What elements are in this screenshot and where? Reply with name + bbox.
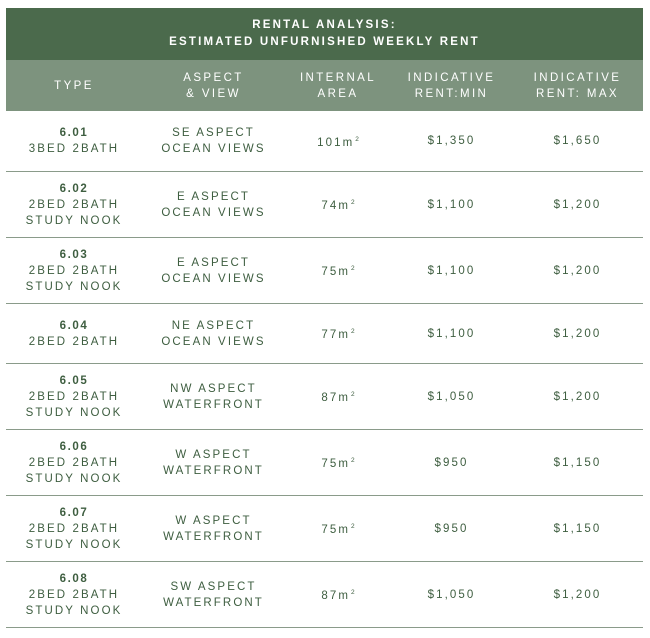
- header-aspect-label-1: ASPECT: [183, 71, 244, 84]
- header-max-label-2: RENT: MAX: [536, 87, 619, 100]
- rent-min-value: $1,050: [427, 588, 476, 601]
- rent-max-cell: [512, 364, 643, 429]
- table-row: [6, 364, 643, 430]
- unit-id: 6.05: [59, 374, 89, 387]
- aspect-cell: [142, 430, 285, 495]
- rent-min-value: $1,100: [427, 264, 476, 277]
- view-text: WATERFRONT: [163, 530, 264, 543]
- unit-type-cell: [6, 111, 142, 171]
- rent-max-value: $1,200: [553, 264, 602, 277]
- table-title-line-2: ESTIMATED UNFURNISHED WEEKLY RENT: [169, 36, 480, 48]
- table-row: [6, 430, 643, 496]
- unit-id: 6.08: [59, 572, 89, 585]
- header-type-label: TYPE: [54, 79, 94, 92]
- view-text: WATERFRONT: [163, 596, 264, 609]
- header-aspect-view: [142, 60, 285, 111]
- rent-min-cell: [391, 562, 512, 627]
- aspect-text: W ASPECT: [175, 448, 252, 461]
- unit-id: 6.03: [59, 248, 89, 261]
- area-value: $75m^2$: [321, 457, 355, 470]
- column-header-row: [6, 60, 643, 111]
- view-text: WATERFRONT: [163, 398, 264, 411]
- table-row: [6, 172, 643, 238]
- aspect-text: E ASPECT: [176, 256, 251, 269]
- area-value: $87m^2$: [321, 589, 355, 602]
- rental-analysis-table: [6, 8, 643, 628]
- area-cell: [285, 238, 391, 303]
- table-row: [6, 238, 643, 304]
- rent-max-value: $1,650: [553, 135, 602, 147]
- area-cell: [285, 111, 391, 171]
- unit-extra: STUDY NOOK: [25, 604, 123, 617]
- area-value: $75m^2$: [321, 523, 355, 536]
- unit-config: 2BED 2BATH: [28, 198, 120, 211]
- rent-min-cell: [391, 496, 512, 561]
- rent-max-cell: [512, 172, 643, 237]
- unit-type-cell: [6, 364, 142, 429]
- rent-min-cell: [391, 172, 512, 237]
- area-cell: [285, 430, 391, 495]
- aspect-cell: [142, 562, 285, 627]
- unit-type-cell: [6, 172, 142, 237]
- unit-id: 6.04: [59, 319, 89, 332]
- table-row: [6, 304, 643, 364]
- area-cell: [285, 496, 391, 561]
- rent-min-cell: [391, 364, 512, 429]
- rent-min-value: $950: [434, 522, 469, 535]
- aspect-cell: [142, 111, 285, 171]
- area-value: $75m^2$: [321, 265, 355, 278]
- header-min-label-2: RENT:MIN: [414, 87, 489, 100]
- unit-type-cell: [6, 430, 142, 495]
- unit-extra: STUDY NOOK: [25, 538, 123, 551]
- table-row: [6, 111, 643, 172]
- rent-min-value: $1,050: [427, 390, 476, 403]
- table-title: [6, 8, 643, 60]
- area-cell: [285, 304, 391, 363]
- area-value: $74m^2$: [321, 199, 355, 212]
- rent-max-cell: [512, 562, 643, 627]
- rent-min-cell: [391, 430, 512, 495]
- unit-id: 6.01: [59, 127, 89, 139]
- unit-type-cell: [6, 304, 142, 363]
- unit-config: 2BED 2BATH: [28, 335, 120, 348]
- table-title-line-1: RENTAL ANALYSIS:: [252, 19, 397, 31]
- area-value: $77m^2$: [321, 328, 355, 341]
- aspect-cell: [142, 304, 285, 363]
- header-aspect-label-2: & VIEW: [186, 87, 241, 100]
- rent-max-cell: [512, 304, 643, 363]
- header-min-label-1: INDICATIVE: [407, 71, 496, 84]
- aspect-text: W ASPECT: [175, 514, 252, 527]
- rent-max-value: $1,150: [553, 522, 602, 535]
- unit-config: 2BED 2BATH: [28, 588, 120, 601]
- unit-config: 2BED 2BATH: [28, 522, 120, 535]
- rent-max-value: $1,200: [553, 390, 602, 403]
- rent-max-value: $1,150: [553, 456, 602, 469]
- header-max-label-1: INDICATIVE: [533, 71, 622, 84]
- rent-max-cell: [512, 430, 643, 495]
- view-text: OCEAN VIEWS: [161, 272, 266, 285]
- header-area-label-2: AREA: [317, 87, 359, 100]
- aspect-cell: [142, 496, 285, 561]
- view-text: OCEAN VIEWS: [161, 335, 266, 348]
- aspect-text: SW ASPECT: [170, 580, 257, 593]
- header-area-label-1: INTERNAL: [299, 71, 377, 84]
- unit-extra: STUDY NOOK: [25, 280, 123, 293]
- rent-max-value: $1,200: [553, 588, 602, 601]
- rent-min-value: $1,100: [427, 327, 476, 340]
- area-cell: [285, 172, 391, 237]
- rent-min-value: $1,100: [427, 198, 476, 211]
- header-type: [6, 60, 142, 111]
- area-cell: [285, 562, 391, 627]
- rent-min-cell: [391, 304, 512, 363]
- rent-min-cell: [391, 111, 512, 171]
- unit-config: 2BED 2BATH: [28, 456, 120, 469]
- area-value: $87m^2$: [321, 391, 355, 404]
- rent-min-value: $950: [434, 456, 469, 469]
- view-text: OCEAN VIEWS: [161, 143, 266, 155]
- unit-config: 2BED 2BATH: [28, 390, 120, 403]
- rent-min-cell: [391, 238, 512, 303]
- aspect-text: SE ASPECT: [172, 127, 255, 139]
- aspect-text: NW ASPECT: [170, 382, 257, 395]
- view-text: OCEAN VIEWS: [161, 206, 266, 219]
- rent-max-value: $1,200: [553, 198, 602, 211]
- rent-max-cell: [512, 496, 643, 561]
- unit-extra: STUDY NOOK: [25, 406, 123, 419]
- aspect-cell: [142, 364, 285, 429]
- header-rent-max: [512, 60, 643, 111]
- aspect-text: NE ASPECT: [171, 319, 256, 332]
- rent-max-cell: [512, 111, 643, 171]
- header-internal-area: [285, 60, 391, 111]
- rent-max-cell: [512, 238, 643, 303]
- aspect-cell: [142, 238, 285, 303]
- header-rent-min: [391, 60, 512, 111]
- unit-type-cell: [6, 562, 142, 627]
- rent-min-value: $1,350: [427, 135, 476, 147]
- table-row: [6, 496, 643, 562]
- aspect-text: E ASPECT: [176, 190, 251, 203]
- unit-type-cell: [6, 496, 142, 561]
- unit-extra: STUDY NOOK: [25, 472, 123, 485]
- unit-config: 2BED 2BATH: [28, 264, 120, 277]
- view-text: WATERFRONT: [163, 464, 264, 477]
- aspect-cell: [142, 172, 285, 237]
- area-value: $101m^2$: [317, 135, 359, 149]
- rent-max-value: $1,200: [553, 327, 602, 340]
- unit-extra: STUDY NOOK: [25, 214, 123, 227]
- unit-id: 6.07: [59, 506, 89, 519]
- area-cell: [285, 364, 391, 429]
- unit-id: 6.02: [59, 182, 89, 195]
- table-row: [6, 562, 643, 628]
- unit-type-cell: [6, 238, 142, 303]
- unit-id: 6.06: [59, 440, 89, 453]
- unit-config: 3BED 2BATH: [28, 143, 120, 155]
